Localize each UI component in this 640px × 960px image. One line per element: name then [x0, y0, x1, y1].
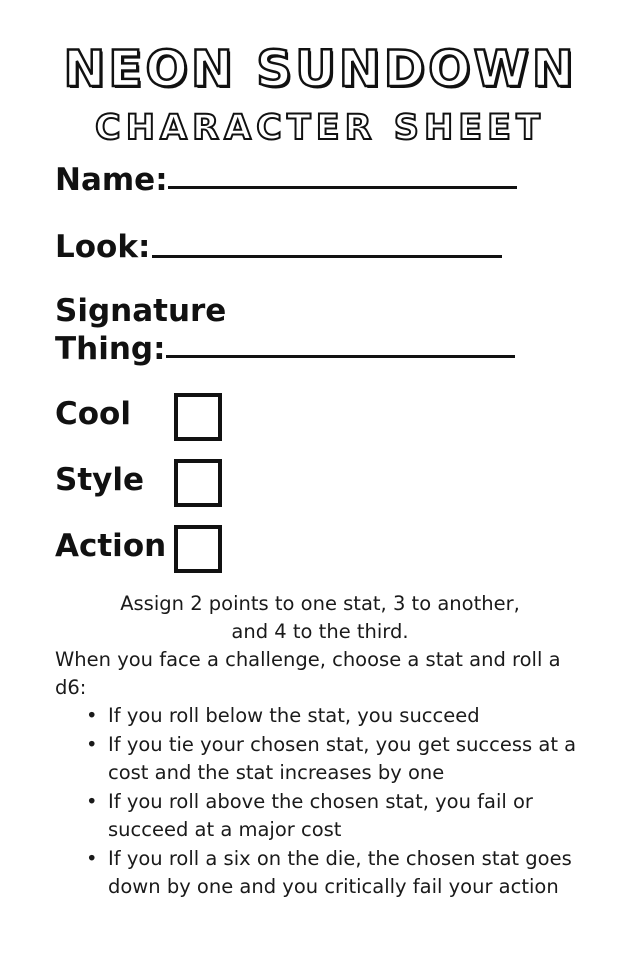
outcome-text: If you roll above the chosen stat, you fail or succeed at a major cost: [108, 790, 533, 841]
name-label: Name:: [55, 162, 168, 198]
outcome-text: If you tie your chosen stat, you get success at a cost and the stat increases by one: [108, 733, 577, 784]
assign-text-line2: and 4 to the third.: [231, 620, 409, 643]
name-line: [168, 186, 517, 189]
look-line: [152, 255, 502, 258]
bullet-icon: •: [86, 847, 98, 870]
outcome-text: If you roll a six on the die, the chosen stat goes down by one and you critically fail your action: [108, 847, 572, 898]
challenge-intro: When you face a challenge, choose a stat and roll a d6:: [55, 648, 561, 699]
look-label: Look:: [55, 229, 151, 265]
style-label: Style: [55, 462, 145, 498]
outcome-list: [86, 702, 596, 902]
signature-label-line2: Thing:: [55, 331, 166, 367]
outcome-text: If you roll below the stat, you succeed: [108, 704, 480, 727]
style-box: [174, 459, 222, 507]
outcome-item: [86, 845, 596, 901]
bullet-icon: •: [86, 704, 98, 727]
sheet-subtitle: CHARACTER SHEET: [95, 108, 545, 148]
sheet-title: NEON SUNDOWN: [63, 40, 577, 98]
action-label: Action: [55, 528, 167, 564]
bullet-icon: •: [86, 790, 98, 813]
outcome-item: [86, 702, 596, 730]
bullet-icon: •: [86, 733, 98, 756]
cool-label: Cool: [55, 396, 131, 432]
signature-label-line1: Signature: [55, 293, 227, 329]
assign-text-line1: Assign 2 points to one stat, 3 to another,: [120, 592, 520, 615]
signature-line: [166, 355, 515, 358]
cool-box: [174, 393, 222, 441]
action-box: [174, 525, 222, 573]
outcome-item: [86, 788, 596, 844]
outcome-item: [86, 731, 596, 787]
